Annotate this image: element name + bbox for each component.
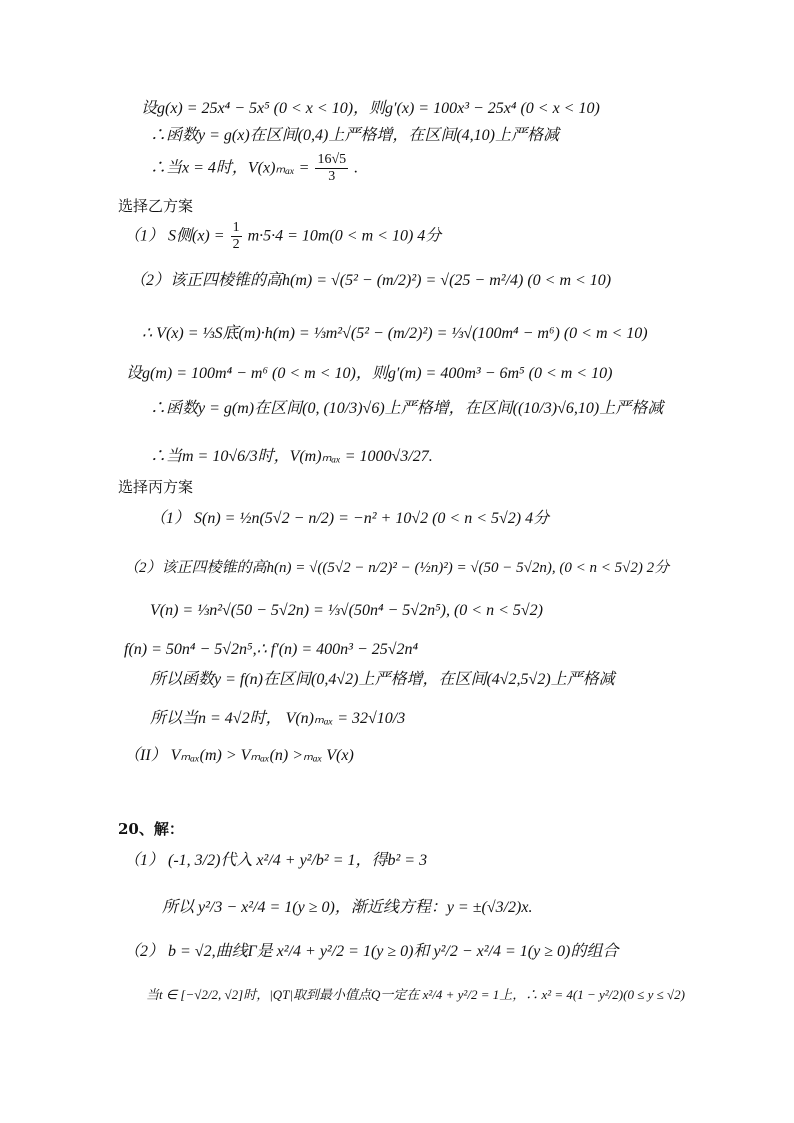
solution-line-21: 所以 y²/3 − x²/4 = 1(y ≥ 0)，渐近线方程：y = ±(√3/2)x. (162, 899, 533, 916)
solution-line-13: （2）该正四棱锥的高h(n) = √((5√2 − n/2)² − (½n)²) = √(50 − 5√2n), (0 < n < 5√2) 2分 (124, 560, 670, 576)
line-5-prefix: （1） S侧(x) = (124, 227, 225, 245)
solution-line-23: 当t ∈ [−√2/2, √2]时，|QT|取到最小值点Q一定在 x²/4 + y²/2 = 1上，∴ x² = 4(1 − y²/2)(0 ≤ y ≤ √2) (146, 987, 685, 1002)
solution-line-16: 所以函数y = f(n)在区间(0,4√2)上严格增，在区间(4√2,5√2)上严格减 (150, 671, 615, 688)
fraction-numerator: 1 (231, 220, 242, 237)
solution-line-18: （II） Vₘₐₓ(m) > Vₘₐₓ(n) >ₘₐₓ V(x) (124, 747, 354, 764)
line-5-suffix: m·5·4 = 10m(0 < m < 10) 4分 (247, 227, 442, 245)
solution-line-17: 所以当n = 4√2时， V(n)ₘₐₓ = 32√10/3 (150, 710, 406, 727)
fraction-denominator: 2 (232, 237, 240, 253)
solution-line-8: 设g(m) = 100m⁴ − m⁶ (0 < m < 10)，则g′(m) = 400m³ − 6m⁵ (0 < m < 10) (126, 365, 613, 382)
solution-line-1: 设g(x) = 25x⁴ − 5x⁵ (0 < x < 10)，则g′(x) = 100x³ − 25x⁴ (0 < x < 10) (141, 100, 600, 117)
fraction-16root5-over-3 (315, 152, 348, 185)
solution-line-7: ∴ V(x) = ⅓S底(m)·h(m) = ⅓m²√(5² − (m/2)²) = ⅓√(100m⁴ − m⁶) (0 < m < 10) (142, 325, 648, 342)
section-heading-plan-c: 选择丙方案 (118, 478, 194, 496)
section-heading-plan-b: 选择乙方案 (118, 197, 194, 215)
question-20-heading: 20、解： (118, 820, 184, 838)
solution-line-22: （2） b = √2,曲线Γ是 x²/4 + y²/2 = 1(y ≥ 0)和 y²/2 − x²/4 = 1(y ≥ 0)的组合 (124, 943, 619, 960)
fraction-numerator: 16√5 (315, 152, 348, 169)
solution-line-5 (124, 220, 441, 253)
line-3-suffix: . (354, 159, 359, 177)
solution-line-2: ∴函数y = g(x)在区间(0,4)上严格增，在区间(4,10)上严格减 (150, 127, 559, 144)
solution-line-15: f(n) = 50n⁴ − 5√2n⁵,∴ f′(n) = 400n³ − 25√2n⁴ (124, 641, 419, 658)
fraction-one-half (231, 220, 242, 253)
solution-line-3 (150, 152, 358, 185)
solution-line-12: （1） S(n) = ½n(5√2 − n/2) = −n² + 10√2 (0 < n < 5√2) 4分 (150, 510, 550, 527)
fraction-denominator: 3 (328, 169, 336, 185)
solution-line-14: V(n) = ⅓n²√(50 − 5√2n) = ⅓√(50n⁴ − 5√2n⁵), (0 < n < 5√2) (150, 602, 544, 619)
line-3-prefix: ∴当x = 4时，V(x)ₘₐₓ = (150, 159, 310, 177)
solution-line-9: ∴函数y = g(m)在区间(0, (10/3)√6)上严格增，在区间((10/3)√6,10)上严格减 (150, 400, 664, 417)
solution-line-10: ∴当m = 10√6/3时，V(m)ₘₐₓ = 1000√3/27. (150, 448, 433, 465)
solution-line-20: （1） (-1, 3/2)代入 x²/4 + y²/b² = 1，得b² = 3 (124, 852, 428, 869)
solution-line-6: （2）该正四棱锥的高h(m) = √(5² − (m/2)²) = √(25 − m²/4) (0 < m < 10) (130, 272, 612, 289)
